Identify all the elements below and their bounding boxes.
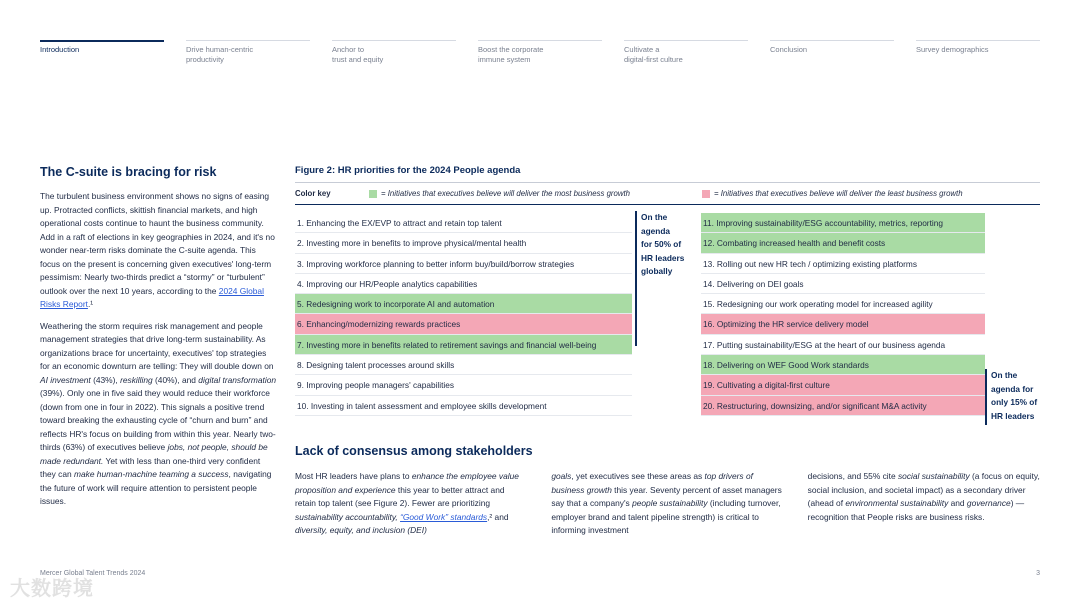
consensus-col-2: goals, yet executives see these areas as top drivers of business growth this year. Seventy percent of asset managers say that a company's people sustainability (including turnover, employer brand and talent pipeline strength) is critical to informing investment bbox=[551, 471, 782, 535]
priority-item: 18. Delivering on WEF Good Work standards bbox=[701, 355, 985, 375]
priority-item: 19. Cultivating a digital-first culture bbox=[701, 375, 985, 395]
priority-item: 6. Enhancing/modernizing rewards practices bbox=[295, 314, 632, 334]
intro-paragraph: The turbulent business environment shows no signs of easing up. Protracted conflicts, skittish financial markets, and high operational costs continue to haunt the business community. Add in a raft of elections in key geographies in 2024, and it's no wonder near-term risks dominate the C-suite agenda. This focus on the present is concerning given executives' long-term pessimism: Nearly two-thirds predict a “stormy” or “turbulent” outlook over the next 10 years, according to the 2024 Global Risks Report.¹ bbox=[40, 191, 275, 309]
section-nav bbox=[40, 40, 1040, 70]
color-key-label: Color key bbox=[295, 189, 331, 198]
priority-list-left bbox=[295, 213, 632, 416]
priority-item: 9. Improving people managers' capabilities bbox=[295, 375, 632, 395]
consensus-heading: Lack of consensus among stakeholders bbox=[295, 444, 533, 458]
consensus-col-1: Most HR leaders have plans to enhance the employee value proposition and experience this year to better attract and retain top talent (see Figure 2). Fewer are prioritizing sustainability accountability, “Good Work” standards,² and diversity, equity, and inclusion (DEI) bbox=[295, 471, 519, 535]
page-number: 3 bbox=[1036, 570, 1040, 577]
nav-tab-introduction[interactable]: Introduction bbox=[40, 40, 164, 70]
priority-item: 7. Investing more in benefits related to retirement savings and financial well-being bbox=[295, 335, 632, 355]
color-key bbox=[295, 183, 1040, 205]
nav-tab-immune-system[interactable]: Boost the corporate immune system bbox=[478, 40, 602, 70]
priority-item: 12. Combating increased health and benefit costs bbox=[701, 233, 985, 253]
priority-item: 5. Redesigning work to incorporate AI and automation bbox=[295, 294, 632, 314]
pink-swatch-icon bbox=[702, 190, 710, 198]
priority-item: 8. Designing talent processes around skills bbox=[295, 355, 632, 375]
priority-item: 2. Investing more in benefits to improve physical/mental health bbox=[295, 233, 632, 253]
nav-tab-digital-culture[interactable]: Cultivate a digital-first culture bbox=[624, 40, 748, 70]
nav-tab-trust-equity[interactable]: Anchor to trust and equity bbox=[332, 40, 456, 70]
figure-title: Figure 2: HR priorities for the 2024 People agenda bbox=[295, 165, 1040, 183]
priority-item: 13. Rolling out new HR tech / optimizing existing platforms bbox=[701, 254, 985, 274]
green-swatch-icon bbox=[369, 190, 377, 198]
priority-item: 1. Enhancing the EX/EVP to attract and retain top talent bbox=[295, 213, 632, 233]
nav-tab-productivity[interactable]: Drive human-centric productivity bbox=[186, 40, 310, 70]
footer-source: Mercer Global Talent Trends 2024 bbox=[40, 570, 146, 577]
left-column bbox=[40, 165, 278, 517]
key-most-growth: = Initiatives that executives believe will deliver the most business growth bbox=[369, 189, 702, 198]
priority-item: 15. Redesigning our work operating model for increased agility bbox=[701, 294, 985, 314]
watermark-logo: 大数跨境 bbox=[10, 578, 94, 600]
priority-item: 20. Restructuring, downsizing, and/or significant M&A activity bbox=[701, 396, 985, 416]
priority-item: 14. Delivering on DEI goals bbox=[701, 274, 985, 294]
section-heading: The C-suite is bracing for risk bbox=[40, 165, 217, 179]
priority-item: 4. Improving our HR/People analytics capabilities bbox=[295, 274, 632, 294]
nav-tab-conclusion[interactable]: Conclusion bbox=[770, 40, 894, 70]
good-work-standards-link[interactable]: “Good Work” standards bbox=[400, 511, 488, 522]
priority-item: 3. Improving workforce planning to better inform buy/build/borrow strategies bbox=[295, 254, 632, 274]
callout-50-percent: On the agenda for 50% of HR leaders globally bbox=[635, 211, 697, 346]
consensus-section bbox=[295, 444, 1040, 538]
consensus-col-3: decisions, and 55% cite social sustainability (a focus on equity, social inclusion, and societal impact) as a secondary driver (ahead of environmental sustainability and governance) — recognition that People risks are business risks. bbox=[807, 471, 1040, 522]
nav-tab-survey-demographics[interactable]: Survey demographics bbox=[916, 40, 1040, 70]
figure-hr-priorities bbox=[295, 165, 1040, 421]
priority-item: 11. Improving sustainability/ESG accountability, metrics, reporting bbox=[701, 213, 985, 233]
strategy-paragraph: Weathering the storm requires risk management and people management strategies that drive long-term sustainability. As organizations brace for uncertainty, executives' top strategies for an economic downturn are telling: They will double down on AI investment (43%), reskilling (40%), and digital transformation (39%). Only one in five said they would reduce their workforce (down from one in four in 2022). This signals a positive trend toward breaking the exhausting cycle of “churn and burn” and reflects HR's focus on building from within this year. Nearly two-thirds (63%) of executives believe jobs, not people, should be made redundant. Yet with less than one-third very confident they can make human-machine teaming a success, navigating the future of work will require attention to persistent people issues. bbox=[40, 320, 277, 506]
priority-item: 10. Investing in talent assessment and employee skills development bbox=[295, 396, 632, 416]
priority-item: 17. Putting sustainability/ESG at the heart of our business agenda bbox=[701, 335, 985, 355]
callout-15-percent: On the agenda for only 15% of HR leaders bbox=[985, 369, 1045, 425]
priority-list-right bbox=[701, 213, 985, 416]
global-risks-report-link[interactable]: 2024 Global Risks Report bbox=[40, 285, 264, 309]
key-least-growth: = Initiatives that executives believe will deliver the least business growth bbox=[702, 189, 963, 198]
priority-item: 16. Optimizing the HR service delivery model bbox=[701, 314, 985, 334]
